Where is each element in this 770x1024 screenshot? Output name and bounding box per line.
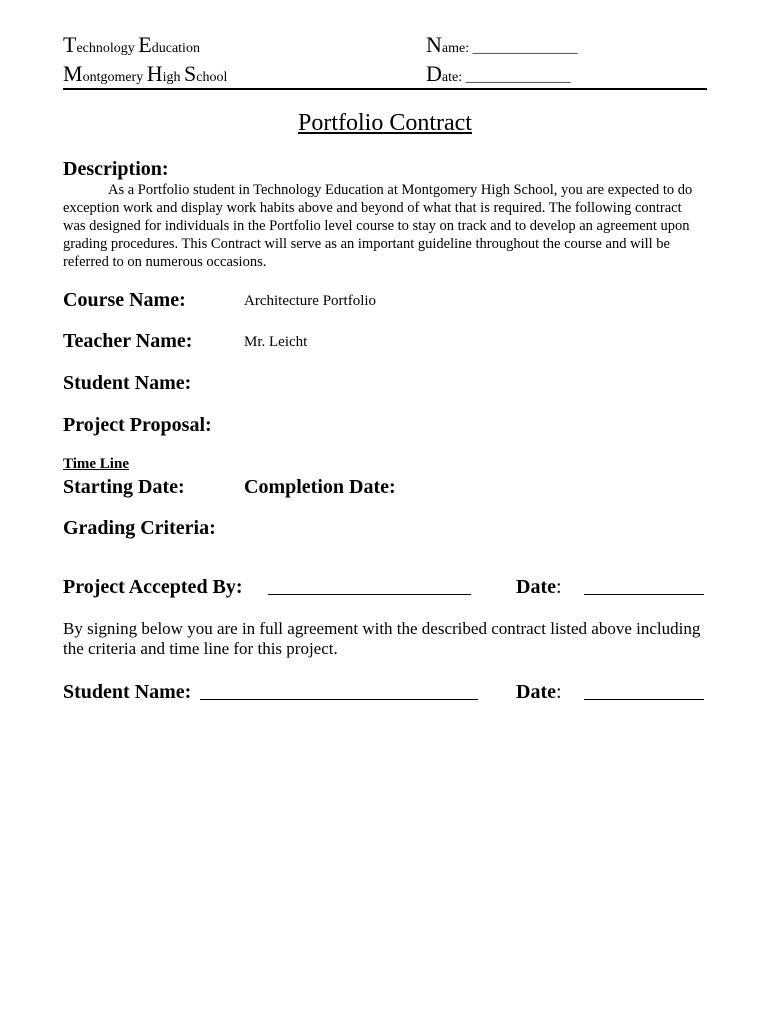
page-title: Portfolio Contract bbox=[298, 110, 472, 136]
course-name-value: Architecture Portfolio bbox=[244, 293, 377, 309]
grading-criteria-label: Grading Criteria: bbox=[63, 517, 216, 539]
accepted-date-line[interactable] bbox=[584, 594, 704, 595]
accepted-by-signature-line[interactable] bbox=[268, 594, 471, 595]
description-text: As a Portfolio student in Technology Education at Montgomery High School, you are expected to do exception work and display work habits above and beyond of what that is required. The following contract was designed for individuals in the Portfolio level course to stay on track and to develop an agreement upon grading procedures. This Contract will serve as an important guideline throughout the course and will be referred to on numerous occasions. bbox=[63, 182, 693, 270]
student-date-line[interactable] bbox=[584, 699, 704, 700]
description-heading: Description: bbox=[63, 158, 169, 180]
teacher-name-value: Mr. Leicht bbox=[244, 334, 308, 350]
project-accepted-by-label: Project Accepted By: bbox=[63, 576, 243, 598]
agreement-text: By signing below you are in full agreement with the described contract listed above including the criteria and time line for this project. bbox=[63, 619, 701, 658]
time-line-label: Time Line bbox=[63, 456, 129, 472]
school-line: Montgomery High School bbox=[63, 61, 228, 86]
student-name-label: Student Name: bbox=[63, 372, 192, 394]
course-name-label: Course Name: bbox=[63, 289, 186, 311]
accepted-date-label: Date: bbox=[516, 576, 562, 598]
date-field[interactable]: Date: _______________ bbox=[426, 61, 571, 86]
project-proposal-label: Project Proposal: bbox=[63, 414, 212, 436]
header-divider bbox=[63, 88, 707, 90]
student-signature-label: Student Name: bbox=[63, 681, 192, 703]
student-date-label: Date: bbox=[516, 681, 562, 703]
name-field[interactable]: Name: _______________ bbox=[426, 32, 578, 57]
student-signature-line[interactable] bbox=[200, 699, 478, 700]
teacher-name-label: Teacher Name: bbox=[63, 330, 193, 352]
department-line: Technology Education bbox=[63, 32, 200, 57]
starting-date-label: Starting Date: bbox=[63, 476, 185, 498]
completion-date-label: Completion Date: bbox=[244, 476, 396, 498]
